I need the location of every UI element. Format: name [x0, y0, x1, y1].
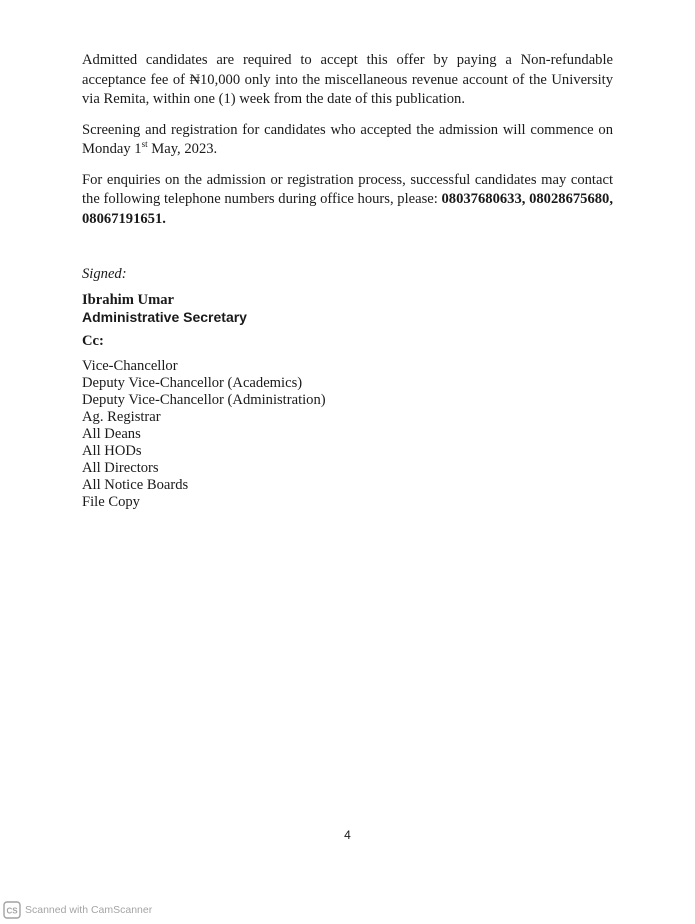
phone-numbers: 08037680633, 08028675680, 08067191651.	[82, 191, 613, 227]
cc-recipient: Ag. Registrar	[82, 409, 161, 425]
acceptance-fee-paragraph	[82, 51, 613, 110]
screening-text-end: May, 2023.	[147, 141, 218, 157]
page-number: 4	[344, 828, 351, 842]
enquiries-paragraph	[82, 171, 613, 230]
body-text	[82, 51, 613, 240]
cc-recipient-list	[82, 358, 326, 511]
cc-label: Cc:	[82, 333, 104, 349]
cc-recipient: All HODs	[82, 443, 142, 459]
cc-recipient: Vice-Chancellor	[82, 358, 178, 374]
signed-label: Signed:	[82, 266, 127, 282]
cc-recipient: File Copy	[82, 494, 140, 510]
signer-title: Administrative Secretary	[82, 309, 247, 325]
enquiries-text: For enquiries on the admission or registration process, successful candidates may contact the following telephone numbers during office hours, please:	[82, 171, 613, 207]
date-ordinal-suffix: st	[141, 139, 148, 150]
cc-recipient: All Deans	[82, 426, 141, 442]
acceptance-fee-text: Admitted candidates are required to accept this offer by paying a Non-refundable acceptance fee of ₦10,000 only into the miscellaneous revenue account of the University via Remita, within one (1) week from the date of this publication.	[82, 52, 613, 107]
camscanner-logo-icon	[3, 901, 21, 919]
cc-recipient: All Directors	[82, 460, 159, 476]
cc-recipient: Deputy Vice-Chancellor (Academics)	[82, 375, 303, 391]
cc-recipient: Deputy Vice-Chancellor (Administration)	[82, 392, 326, 408]
camscanner-watermark	[3, 901, 152, 919]
svg-text:CS: CS	[6, 906, 18, 916]
screening-paragraph	[82, 121, 613, 160]
cc-recipient: All Notice Boards	[82, 477, 189, 493]
screening-text-start: Screening and registration for candidates who accepted the admission will commence on Monday 1	[82, 121, 613, 157]
signer-name: Ibrahim Umar	[82, 292, 175, 308]
watermark-text: Scanned with CamScanner	[25, 904, 153, 916]
